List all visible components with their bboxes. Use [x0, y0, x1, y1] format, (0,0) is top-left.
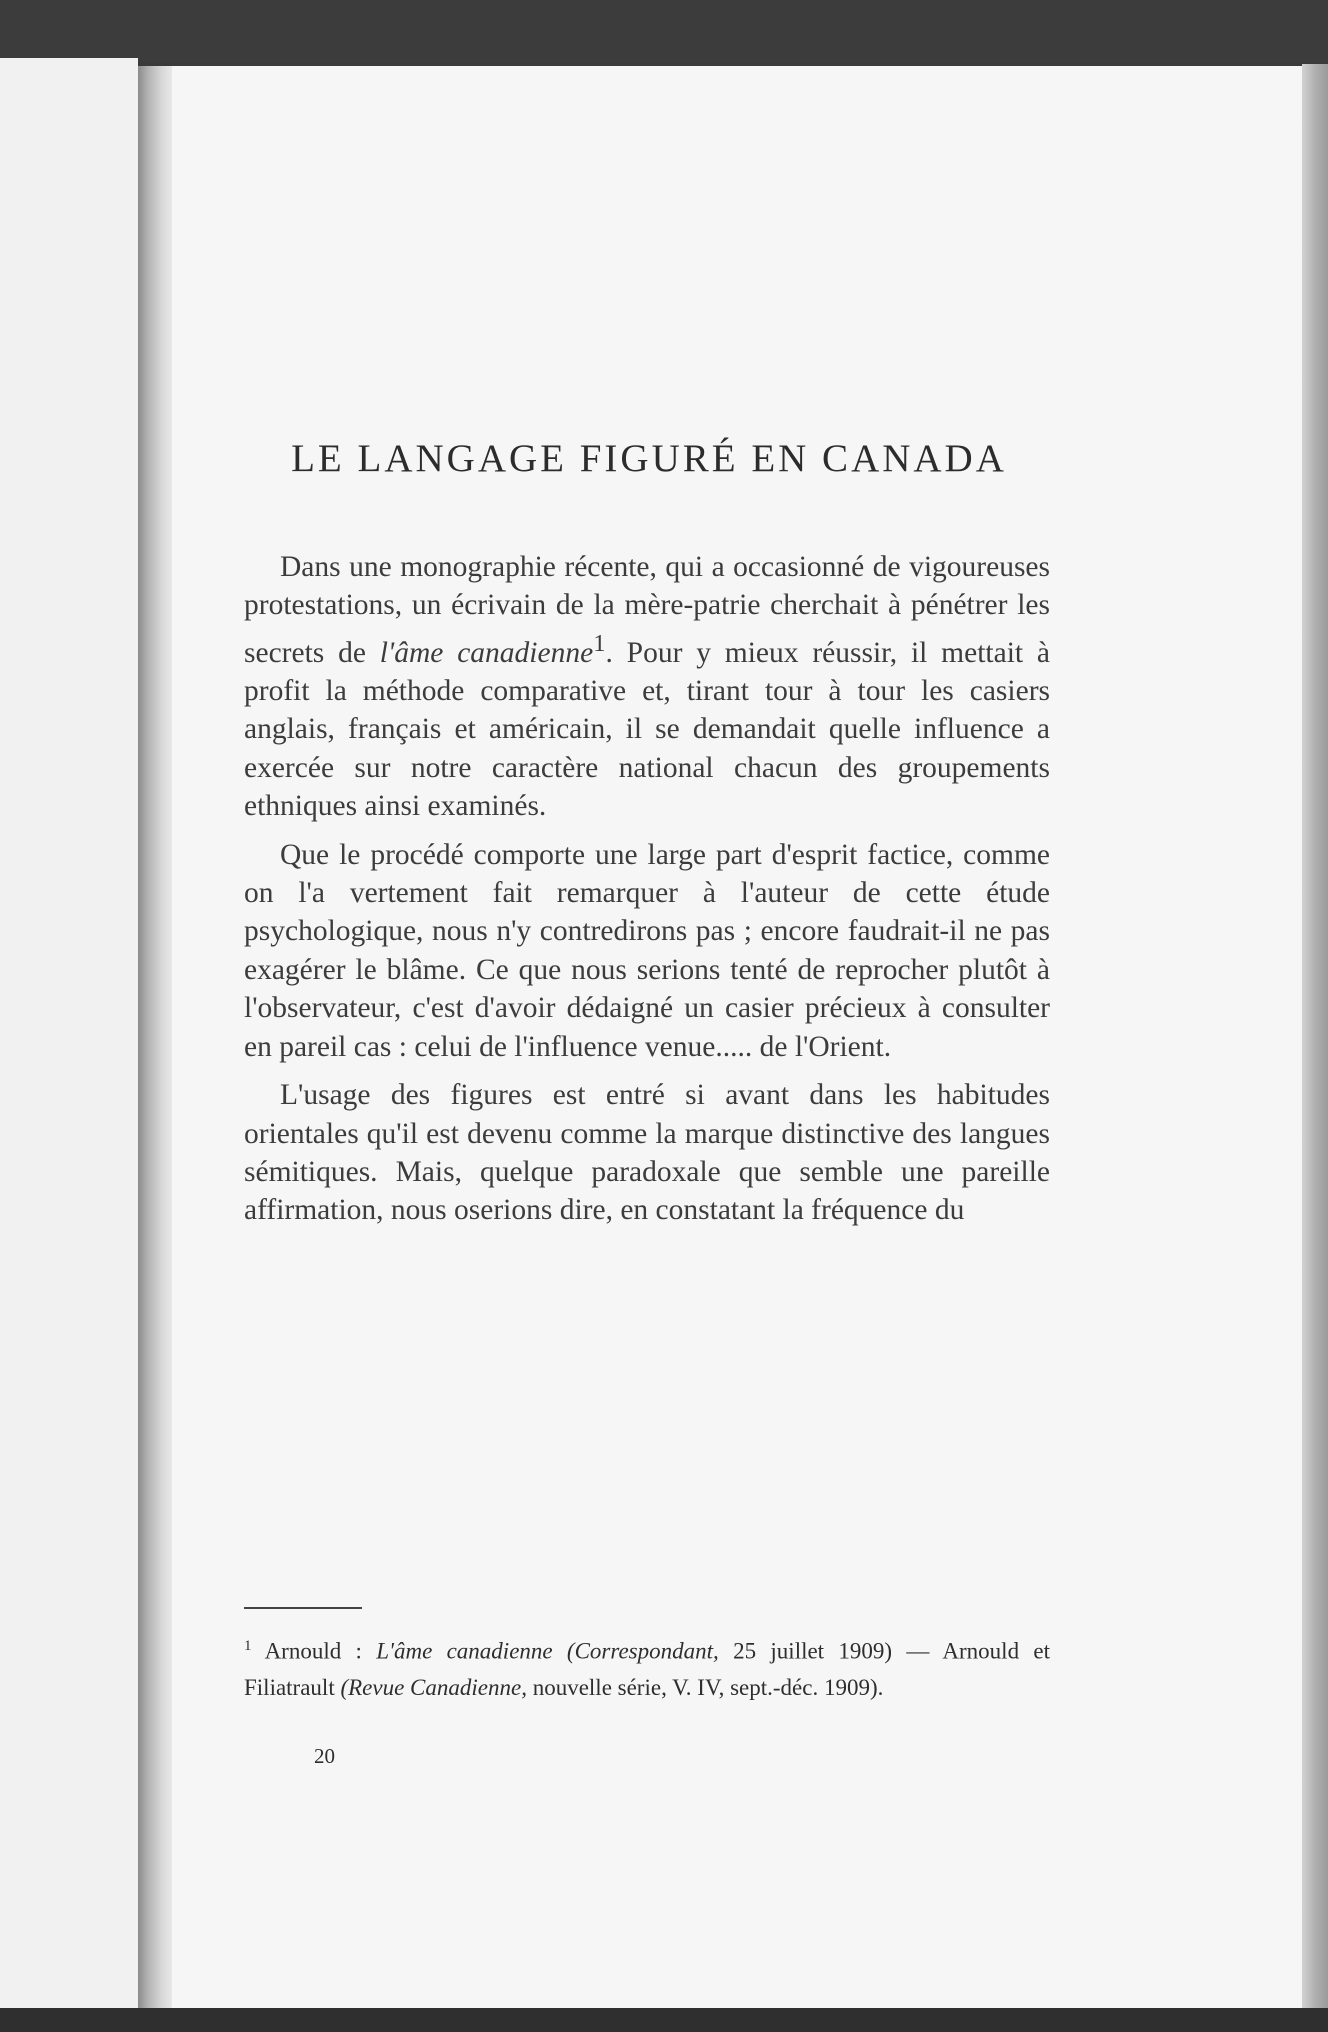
footnote-text: 25 juillet 1909) — Arnould et Filiatrault — [244, 1638, 1050, 1700]
footnote-divider — [244, 1607, 362, 1609]
footnote-work: (Revue Canadienne, — [340, 1674, 527, 1700]
footnote-author: Arnould : — [264, 1638, 377, 1664]
paragraph — [244, 548, 1050, 826]
footnote-reference: 1 — [593, 629, 606, 657]
page-number: 20 — [314, 1744, 335, 1768]
chapter-title: LE LANGAGE FIGURÉ EN CANADA — [291, 437, 1007, 480]
scan-background-bottom — [0, 2008, 1328, 2032]
paragraph: Que le procédé comporte une large part d'esprit factice, comme on l'a vertement fait remarquer à l'auteur de cette étude psychologique, nous n'y contredirons pas ; encore faudrait-il ne pas exagérer le blâme. Ce que nous serions tenté de reprocher plutôt à l'observateur, c'est d'avoir dédaigné un casier précieux à consulter en pareil cas : celui de l'influence venue..... de l'Orient. — [244, 838, 1050, 1063]
paragraph: L'usage des figures est entré si avant dans les habitudes orientales qu'il est devenu comme la marque distinctive des langues sémitiques. Mais, quelque paradoxale que semble une pareille affirmation, nous oserions dire, en constatant la fréquence du — [244, 1079, 1050, 1227]
footnote — [244, 1628, 1050, 1706]
scan-background-top — [0, 0, 1328, 62]
footnote-number: 1 — [244, 1638, 252, 1654]
footnote-text: nouvelle série, V. IV, sept.-déc. 1909). — [526, 1674, 884, 1700]
left-page-edge — [0, 58, 138, 2014]
italic-title: l'âme canadienne — [379, 636, 594, 669]
body-text — [244, 548, 1050, 1240]
page-edge-right — [1302, 64, 1328, 2016]
book-gutter — [138, 66, 172, 2016]
paragraph-text: Dans une monographie récente, qui a occasionné de vigoureuses protestations, un écrivain de la mère-patrie cherchait à pénétrer les secrets de — [244, 551, 1050, 669]
footnote-work: L'âme canadienne (Correspondant, — [376, 1638, 719, 1664]
paragraph-text: . Pour y mieux réussir, il mettait à profit la méthode comparative et, tirant tour à tour les casiers anglais, français et américain, il se demandait quelle influence a exercée sur notre caractère national chacun des groupements ethniques ainsi examinés. — [244, 636, 1050, 823]
